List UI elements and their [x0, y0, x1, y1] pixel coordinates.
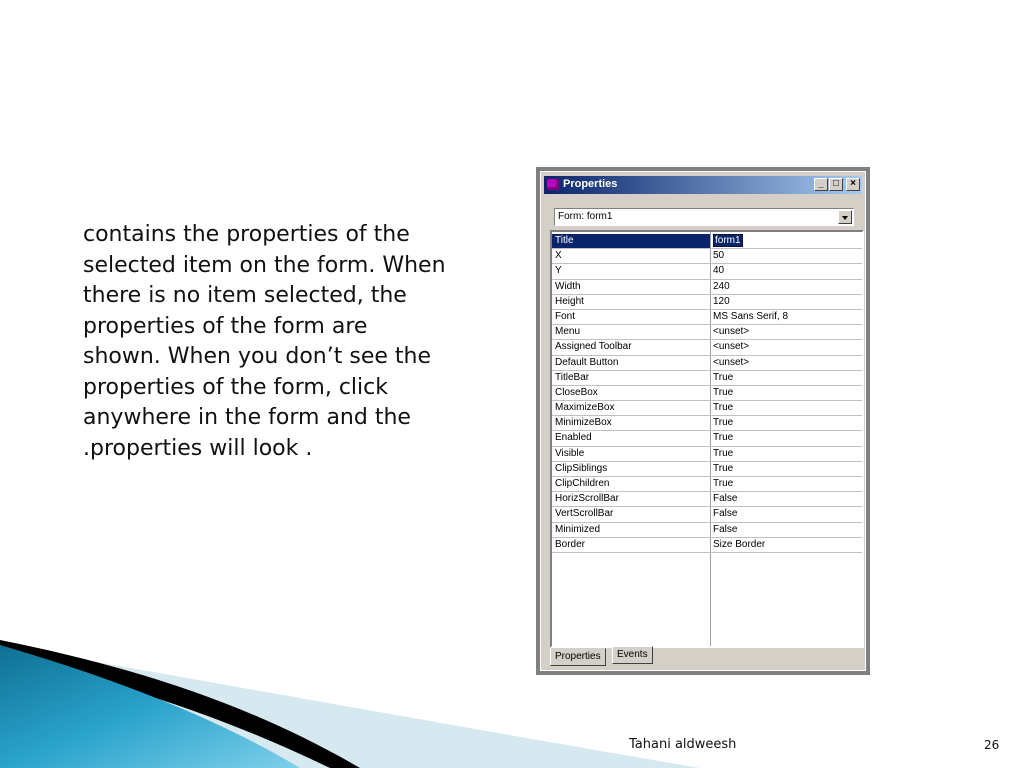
- text-line: selected item on the form. When: [83, 252, 446, 278]
- object-selector-dropdown[interactable]: [554, 208, 854, 226]
- properties-window-icon: [547, 179, 559, 190]
- property-name: VertScrollBar: [555, 508, 614, 520]
- text-line: shown. When you don’t see the: [83, 344, 431, 369]
- property-value[interactable]: [713, 264, 724, 278]
- property-row[interactable]: [552, 507, 862, 522]
- property-row[interactable]: [552, 340, 862, 355]
- close-button[interactable]: [846, 178, 860, 191]
- properties-window: [540, 171, 866, 671]
- property-name: CloseBox: [555, 386, 598, 398]
- property-name: Font: [555, 310, 576, 322]
- property-name: Menu: [555, 326, 581, 338]
- property-value[interactable]: [713, 462, 733, 476]
- property-name: Width: [555, 280, 581, 292]
- property-name: Minimized: [555, 523, 601, 535]
- property-value-text: True: [713, 478, 734, 489]
- property-value-text: True: [713, 462, 734, 474]
- maximize-button[interactable]: [829, 178, 843, 191]
- property-value[interactable]: [713, 507, 737, 521]
- maximize-icon: □: [832, 178, 840, 189]
- property-value-text: True: [713, 417, 734, 429]
- property-name: MaximizeBox: [555, 402, 615, 414]
- property-value[interactable]: [713, 295, 730, 309]
- close-icon: ×: [850, 178, 856, 189]
- property-value-text: 40: [713, 265, 725, 277]
- property-value[interactable]: [713, 310, 788, 324]
- property-row[interactable]: [552, 325, 862, 340]
- property-value-text: form1: [715, 235, 741, 246]
- property-name: Y: [555, 265, 562, 277]
- text-line: properties of the form, click: [83, 374, 388, 400]
- property-rows: [552, 234, 862, 553]
- property-value[interactable]: [713, 371, 733, 385]
- property-value-text: False: [713, 508, 738, 520]
- text-line: properties of the form are: [83, 313, 368, 339]
- property-row[interactable]: [552, 523, 862, 538]
- property-value-text: <unset>: [713, 341, 750, 353]
- property-value-text: Size Border: [713, 538, 766, 550]
- property-name: Assigned Toolbar: [555, 341, 632, 353]
- property-value-text: False: [713, 493, 738, 505]
- property-grid[interactable]: [550, 230, 864, 648]
- property-row[interactable]: [552, 356, 862, 371]
- property-row[interactable]: [552, 477, 862, 492]
- property-value-text: True: [713, 386, 734, 398]
- slide-body-text: [83, 220, 503, 464]
- property-name: MinimizeBox: [555, 417, 612, 429]
- property-value[interactable]: [713, 431, 733, 445]
- window-title: Properties: [563, 178, 618, 190]
- property-name: X: [555, 250, 562, 262]
- property-value-text: True: [713, 447, 734, 459]
- text-line: anywhere in the form and the: [83, 405, 411, 430]
- property-value[interactable]: [713, 538, 765, 552]
- property-value-text: False: [713, 523, 738, 535]
- property-row[interactable]: [552, 386, 862, 401]
- property-name: ClipChildren: [555, 478, 610, 489]
- page-number: 26: [984, 738, 1000, 752]
- property-value[interactable]: [713, 356, 749, 370]
- property-row[interactable]: [552, 538, 862, 553]
- property-value-text: 120: [713, 295, 730, 307]
- footer-author: Tahani aldweesh: [629, 737, 737, 752]
- property-row[interactable]: [552, 462, 862, 477]
- title-bar[interactable]: [544, 176, 862, 194]
- property-value[interactable]: [713, 249, 724, 263]
- property-value[interactable]: [713, 401, 733, 415]
- property-value[interactable]: [713, 325, 749, 339]
- property-value-text: <unset>: [713, 326, 750, 338]
- tab-strip: [550, 648, 864, 668]
- property-name: Border: [555, 538, 586, 550]
- property-row[interactable]: [552, 447, 862, 462]
- property-row[interactable]: [552, 295, 862, 310]
- property-row[interactable]: [552, 264, 862, 279]
- property-row[interactable]: [552, 492, 862, 507]
- property-row[interactable]: [552, 234, 862, 249]
- property-name: HorizScrollBar: [555, 493, 619, 505]
- property-value[interactable]: [713, 523, 737, 537]
- text-line: there is no item selected, the: [83, 283, 407, 308]
- property-row[interactable]: [552, 416, 862, 431]
- minimize-button[interactable]: [814, 178, 828, 191]
- property-value[interactable]: [713, 447, 733, 461]
- property-row[interactable]: [552, 310, 862, 325]
- property-name: TitleBar: [555, 371, 590, 383]
- property-row[interactable]: [552, 280, 862, 295]
- property-name: ClipSiblings: [555, 462, 608, 474]
- property-row[interactable]: [552, 249, 862, 264]
- object-selector-value: Form: form1: [558, 211, 613, 222]
- property-value-text: True: [713, 402, 734, 414]
- property-row[interactable]: [552, 371, 862, 386]
- property-value-text: 240: [713, 280, 730, 292]
- property-value-text: True: [713, 432, 734, 444]
- property-value[interactable]: [713, 280, 730, 294]
- property-value[interactable]: [713, 492, 737, 506]
- property-value-text: 50: [713, 250, 725, 262]
- property-name: Visible: [555, 447, 585, 459]
- text-line: .properties will look .: [83, 435, 313, 461]
- property-value[interactable]: [713, 477, 733, 491]
- text-line: contains the properties of the: [83, 222, 410, 247]
- tab-properties[interactable]: Properties: [550, 648, 606, 666]
- property-row[interactable]: [552, 431, 862, 446]
- property-value-text: True: [713, 371, 734, 383]
- tab-events[interactable]: Events: [612, 646, 653, 664]
- property-name: Title: [552, 234, 710, 248]
- chevron-down-icon[interactable]: [838, 210, 852, 224]
- property-value[interactable]: [713, 416, 733, 430]
- minimize-icon: _: [818, 178, 824, 189]
- property-name: Height: [555, 295, 584, 307]
- properties-window-frame: [536, 167, 870, 675]
- property-value-text: MS Sans Serif, 8: [713, 310, 789, 322]
- property-value-text: <unset>: [713, 356, 750, 368]
- property-value[interactable]: [713, 234, 743, 248]
- property-name: Enabled: [555, 432, 592, 444]
- property-row[interactable]: [552, 401, 862, 416]
- property-name: Default Button: [555, 356, 619, 368]
- property-value[interactable]: [713, 340, 749, 354]
- property-value[interactable]: [713, 386, 733, 400]
